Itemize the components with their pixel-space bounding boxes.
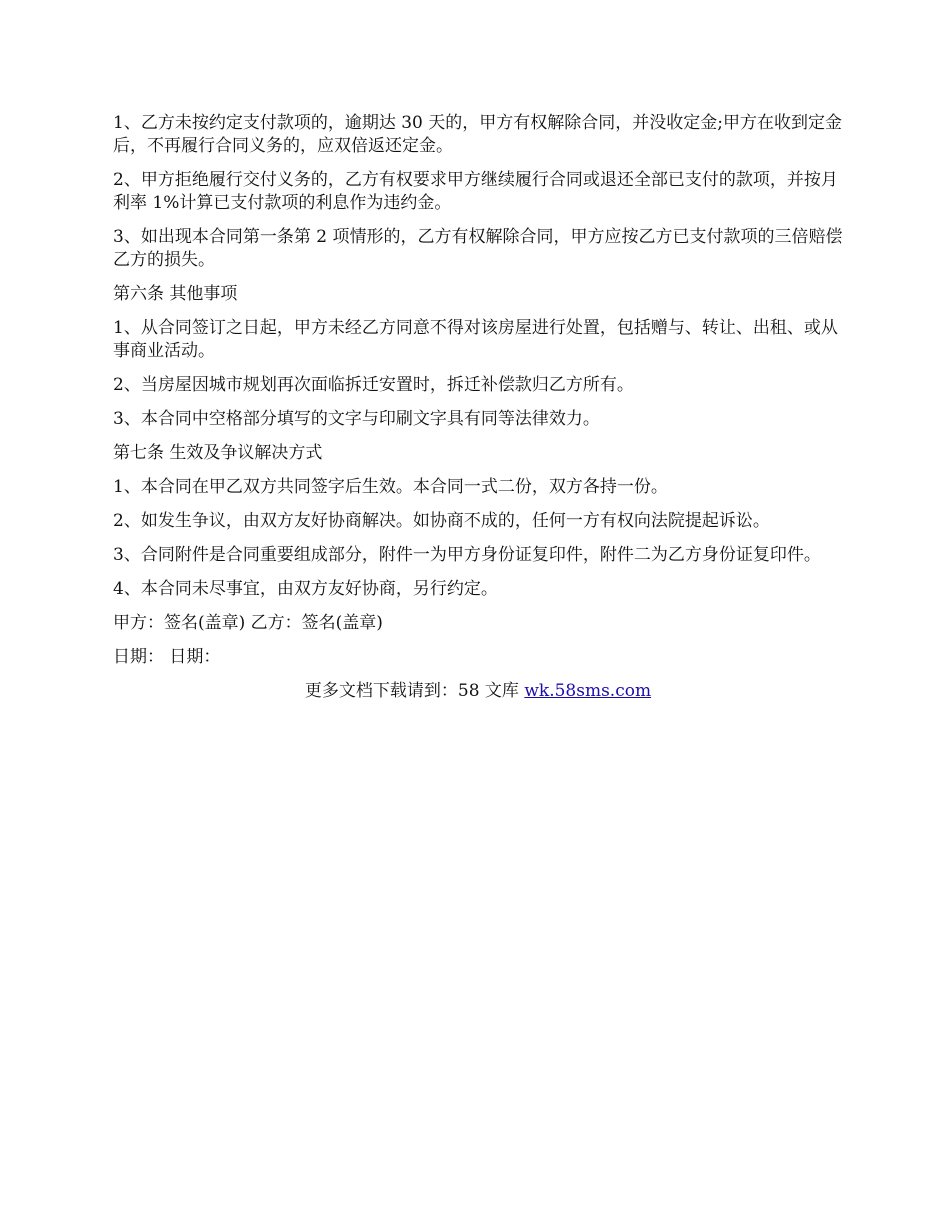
clause-paragraph: 1、乙方未按约定支付款项的，逾期达 30 天的，甲方有权解除合同，并没收定金;甲方在收到定金后，不再履行合同义务的，应双倍返还定金。 (113, 113, 842, 156)
clause-paragraph: 4、本合同未尽事宜，由双方友好协商，另行约定。 (113, 579, 498, 599)
document-body (113, 112, 843, 714)
clause-paragraph: 1、从合同签订之日起，甲方未经乙方同意不得对该房屋进行处置，包括赠与、转让、出租、或从事商业活动。 (113, 318, 838, 361)
clause-paragraph: 3、合同附件是合同重要组成部分，附件一为甲方身份证复印件，附件二为乙方身份证复印件。 (113, 545, 821, 565)
section-heading: 第六条 其他事项 (113, 284, 238, 304)
clause-paragraph: 2、甲方拒绝履行交付义务的，乙方有权要求甲方继续履行合同或退还全部已支付的款项，并按月利率 1%计算已支付款项的利息作为违约金。 (113, 170, 838, 213)
date-line: 日期： 日期： (113, 647, 221, 667)
section-heading: 第七条 生效及争议解决方式 (113, 443, 323, 463)
clause-paragraph: 3、本合同中空格部分填写的文字与印刷文字具有同等法律效力。 (113, 409, 600, 429)
footer-text: 更多文档下载请到：58 文库 (304, 681, 525, 701)
footer-link[interactable]: wk.58sms.com (524, 681, 652, 701)
clause-paragraph: 2、当房屋因城市规划再次面临拆迁安置时，拆迁补偿款归乙方所有。 (113, 375, 634, 395)
download-footer (113, 680, 843, 703)
signature-line: 甲方：签名(盖章) 乙方：签名(盖章) (113, 613, 383, 633)
clause-paragraph: 1、本合同在甲乙双方共同签字后生效。本合同一式二份，双方各持一份。 (113, 477, 668, 497)
clause-paragraph: 2、如发生争议，由双方友好协商解决。如协商不成的，任何一方有权向法院提起诉讼。 (113, 511, 770, 531)
clause-paragraph: 3、如出现本合同第一条第 2 项情形的，乙方有权解除合同，甲方应按乙方已支付款项的三倍赔偿乙方的损失。 (113, 227, 843, 270)
